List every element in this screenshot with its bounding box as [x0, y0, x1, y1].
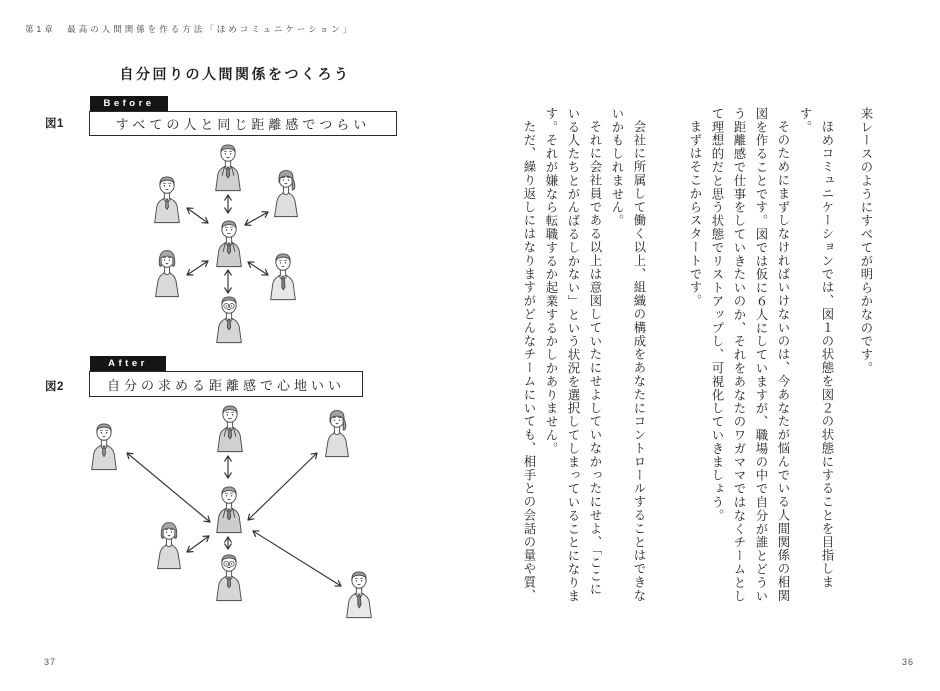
text-column: う距離感で仕事をしていきたいのか、それをあなたのワガママではなくチームとし	[732, 107, 746, 603]
text-column: 会社に所属して働く以上、組織の構成をあなたにコントロールすることはできな	[632, 120, 646, 603]
distance-arrow	[248, 262, 268, 275]
distance-arrow	[245, 212, 268, 225]
text-column: それに会社員である以上は意図していたにせよしていなかったにせよ、「ここに	[588, 120, 602, 597]
text-column: いる人たちとがんばるしかない」という状況を選択してしまっていることになりま	[566, 107, 580, 603]
figure2-caption: 自分の求める距離感で心地いい	[89, 371, 363, 397]
distance-arrow	[248, 453, 317, 520]
distance-arrow	[127, 453, 210, 522]
person-man-plain	[92, 424, 117, 470]
page-title: 自分回りの人間関係をつくろう	[119, 66, 351, 82]
person-woman-bob	[158, 523, 181, 569]
text-column: まずはそこからスタートです。	[688, 120, 702, 308]
text-column: いかもしれません。	[610, 107, 624, 228]
distance-arrow	[253, 531, 341, 586]
person-man-glasses	[217, 297, 242, 343]
chapter-header: 第1章 最高の人間関係を作る方法「ほめコミュニケーション」	[25, 24, 355, 34]
person-man-tie	[271, 254, 296, 300]
person-man-glasses	[217, 555, 242, 601]
page-number-left: 37	[44, 657, 57, 667]
figure2-relationship-diagram	[85, 400, 405, 632]
distance-arrow	[187, 536, 209, 552]
person-woman-bob	[156, 251, 179, 297]
figure1-relationship-diagram	[85, 140, 405, 355]
text-column: す。それが嫌なら転職するか起業するかしかありません。	[544, 107, 558, 456]
person-man-suit	[218, 406, 243, 452]
text-column: て理想的だと思う状態でリストアップし、可視化していきましょう。	[710, 107, 724, 523]
person-man-self	[217, 221, 242, 267]
person-man-tie	[347, 572, 372, 618]
text-column: ただ、繰り返しにはなりますがどんなチームにいても、相手との会話の量や質、	[522, 120, 536, 603]
person-man-suit	[216, 145, 241, 191]
text-column: ほめコミュニケーションでは、図１の状態を図２の状態にすることを目指します。	[798, 107, 834, 590]
person-man-plain	[155, 177, 180, 223]
figure2-label: 図2	[45, 381, 64, 393]
figure1-label: 図1	[45, 118, 64, 130]
figure1-caption: すべての人と同じ距離感でつらい	[89, 111, 397, 136]
person-woman-ponytail	[275, 171, 298, 217]
page-number-right: 36	[901, 657, 914, 667]
text-column: そのためにまずしなければいけないのは、今あなたが悩んでいる人間関係の相関	[776, 120, 790, 603]
person-man-self	[217, 487, 242, 533]
text-column: 図を作ることです。図では仮に６人にしていますが、職場の中で自分が誰とどうい	[754, 107, 768, 603]
figure2-after-tag: After	[90, 356, 166, 371]
text-column: 来レースのようにすべてが明らかなのです。	[859, 107, 873, 375]
distance-arrow	[187, 208, 208, 223]
body-text	[518, 107, 877, 611]
person-woman-ponytail	[326, 411, 349, 457]
distance-arrow	[187, 261, 208, 275]
figure1-before-tag: Before	[90, 96, 168, 111]
